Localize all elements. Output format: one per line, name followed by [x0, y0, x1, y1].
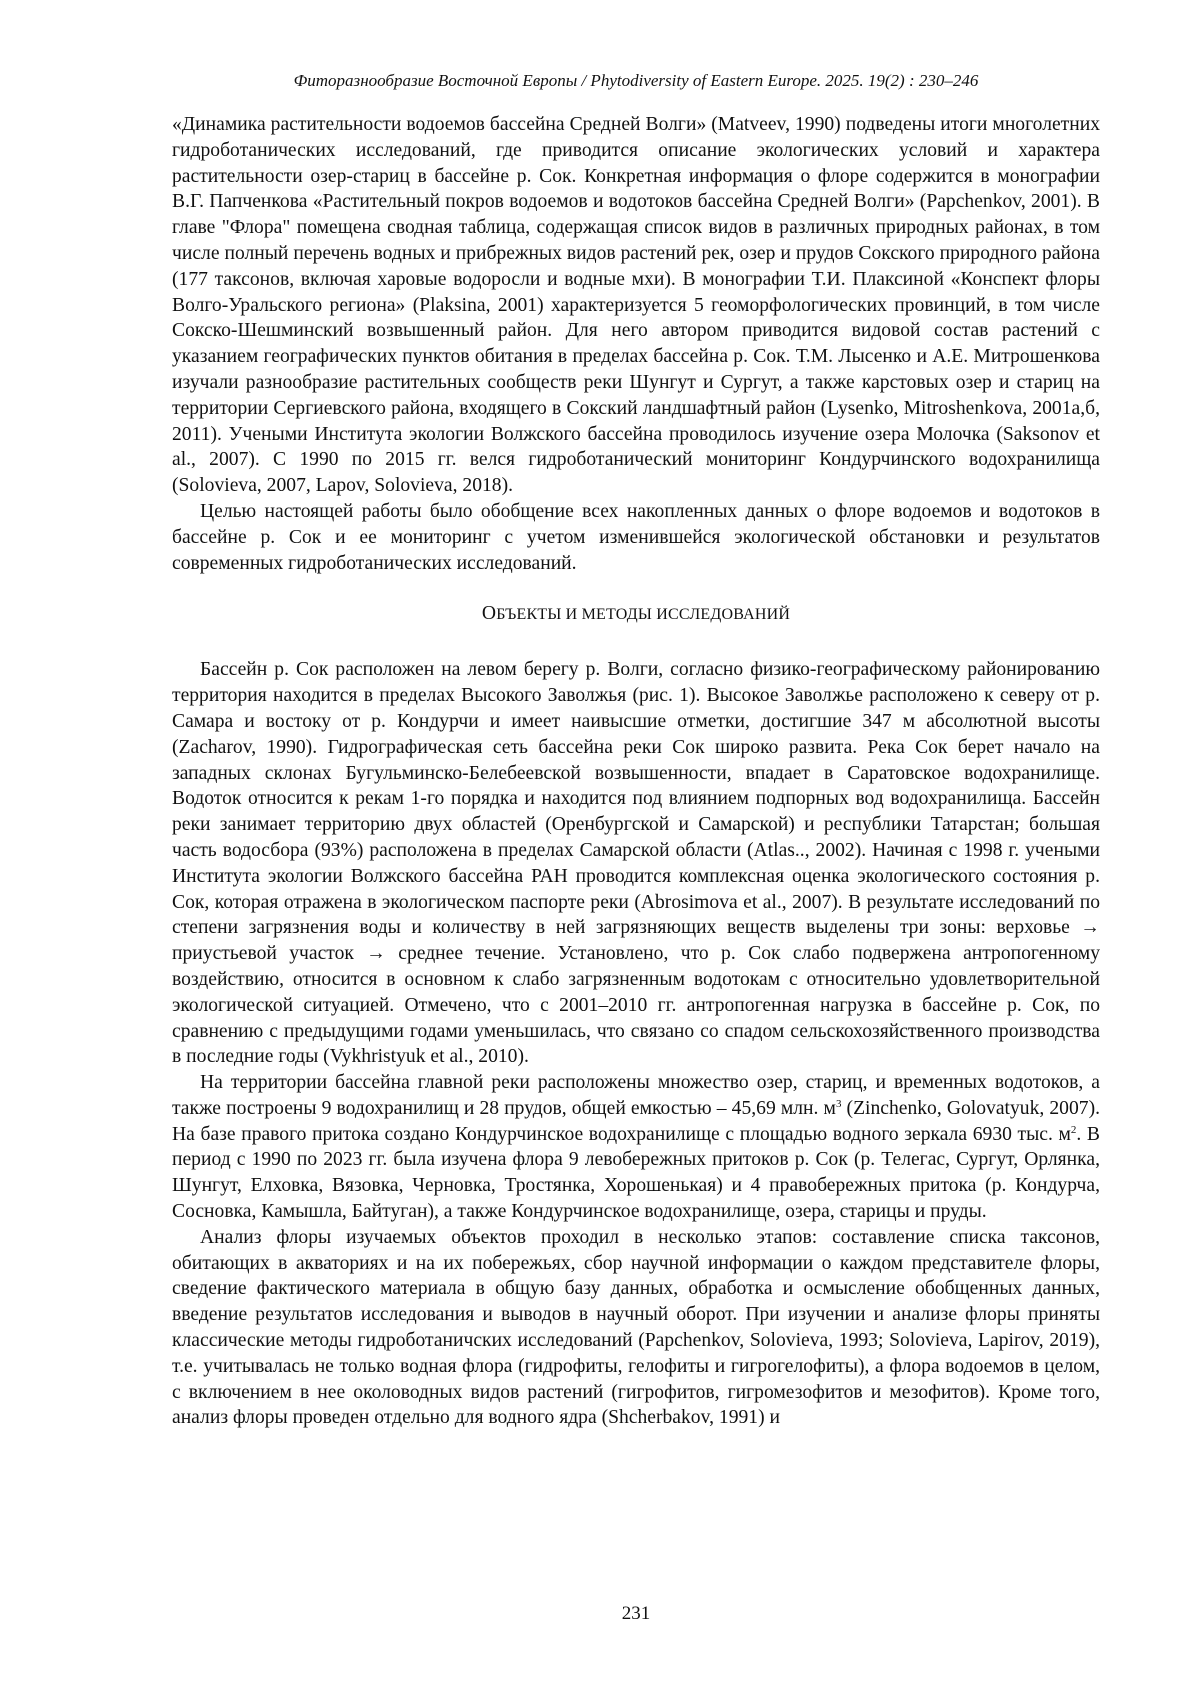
paragraph-aim: Целью настоящей работы было обобщение всех накопленных данных о флоре водоемов и водотоков в бассейне р. Сок и ее мониторинг с учетом изменившейся экологической обстановки и результатов современных гидроботанических исследований.: [172, 499, 1100, 576]
page-number: 231: [172, 1602, 1100, 1626]
paper-page: [0, 0, 1200, 1697]
section-heading-rest: БЪЕКТЫ И МЕТОДЫ ИССЛЕДОВАНИЙ: [496, 606, 790, 623]
paragraph-water-bodies-text-3: . В период с 1990 по 2023 гг. была изучена флора 9 левобережных притоков р. Сок (р. Телегас, Сургут, Орлянка, Шунгут, Елховка, Вязовка, Черновка, Тростянка, Хорошенькая) и 4 правобережных притока (р. Кондурча, Сосновка, Камышла, Байтуган), а также Кондурчинское водохранилище, озера, старицы и пруды.: [172, 1124, 1100, 1222]
paragraph-water-bodies: [172, 1070, 1100, 1225]
paragraph-methods: Анализ флоры изучаемых объектов проходил в несколько этапов: составление списка таксонов, обитающих в акваториях и на их побережьях, сбор научной информации о каждом представителе флоры, сведение фактического материала в общую базу данных, обработка и осмысление обобщенных данных, введение результатов исследования и выводов в научный оборот. При изучении и анализе флоры приняты классические методы гидроботаничских исследований (Papchenkov, Solovieva, 1993; Solovieva, Lapirov, 2019), т.е. учитывалась не только водная флора (гидрофиты, гелофиты и гигрогелофиты), а флора водоемов в целом, с включением в нее околоводных видов растений (гигрофитов, гигромезофитов и мезофитов). Кроме того, анализ флоры проведен отдельно для водного ядра (Shcherbakov, 1991) и: [172, 1225, 1100, 1431]
paragraph-literature-review: «Динамика растительности водоемов бассейна Средней Волги» (Matveev, 1990) подведены итоги многолетних гидроботанических исследований, где приводится описание экологических условий и характера растительности озер-стариц в бассейне р. Сок. Конкретная информация о флоре содержится в монографии В.Г. Папченкова «Растительный покров водоемов и водотоков бассейна Средней Волги» (Papchenkov, 2001). В главе "Флора" помещена сводная таблица, содержащая список видов в различных природных районах, в том числе полный перечень водных и прибрежных видов растений рек, озер и прудов Сокского природного района (177 таксонов, включая харовые водоросли и водные мхи). В монографии Т.И. Плаксиной «Конспект флоры Волго-Уральского региона» (Plaksina, 2001) характеризуется 5 геоморфологических провинций, в том числе Сокско-Шешминский возвышенный район. Для него автором приводится видовой состав растений с указанием географических пунктов обитания в пределах бассейна р. Сок. Т.М. Лысенко и А.Е. Митрошенкова изучали разнообразие растительных сообществ реки Шунгут и Сургут, а также карстовых озер и стариц на территории Сергиевского района, входящего в Сокский ландшафтный район (Lysenko, Mitroshenkova, 2001а,б, 2011). Учеными Института экологии Волжского бассейна проводилось изучение озера Молочка (Saksonov et al., 2007). С 1990 по 2015 гг. велся гидроботанический мониторинг Кондурчинского водохранилища (Solovieva, 2007, Lapov, Solovieva, 2018).: [172, 112, 1100, 499]
paragraph-water-bodies-text-1: На территории бассейна главной реки расположены множество озер, стариц, и временных водотоков, а также построены 9 водохранилищ и 28 прудов, общей емкостью – 45,69 млн. м: [172, 1072, 1100, 1119]
paragraph-water-bodies-text-2: (Zinchenko, Golovatyuk, 2007). На базе правого притока создано Кондурчинское водохранилище с площадью водного зеркала 6930 тыс. м: [172, 1098, 1100, 1145]
superscript-square: 2: [1071, 1124, 1077, 1136]
section-heading-initial: О: [482, 603, 496, 624]
body-text: [172, 112, 1100, 1431]
superscript-cubic: 3: [836, 1098, 842, 1110]
paragraph-study-area: Бассейн р. Сок расположен на левом берегу р. Волги, согласно физико-географическому районированию территория находится в пределах Высокого Заволжья (рис. 1). Высокое Заволжье расположено к северу от р. Самара и востоку от р. Кондурчи и имеет наивысшие отметки, достигшие 347 м абсолютной высоты (Zacharov, 1990). Гидрографическая сеть бассейна реки Сок широко развита. Река Сок берет начало на западных склонах Бугульминско-Белебеевской возвышенности, впадает в Саратовское водохранилище. Водоток относится к рекам 1-го порядка и находится под влиянием подпорных вод водохранилища. Бассейн реки занимает территорию двух областей (Оренбургской и Самарской) и республики Татарстан; большая часть водосбора (93%) расположена в пределах Самарской области (Atlas.., 2002). Начиная с 1998 г. учеными Института экологии Волжского бассейна РАН проводится комплексная оценка экологического состояния р. Сок, которая отражена в экологическом паспорте реки (Abrosimova et al., 2007). В результате исследований по степени загрязнения воды и количеству в ней загрязняющих веществ выделены три зоны: верховье → приустьевой участок → среднее течение. Установлено, что р. Сок слабо подвержена антропогенному воздействию, относится в основном к слабо загрязненным водотокам с относительно удовлетворительной экологической ситуацией. Отмечено, что с 2001–2010 гг. антропогенная нагрузка в бассейне р. Сок, по сравнению с предыдущими годами уменьшилась, что связано со спадом сельскохозяйственного производства в последние годы (Vykhristyuk et al., 2010).: [172, 657, 1100, 1070]
section-heading-objects-methods: [172, 604, 1100, 625]
running-header: Фиторазнообразие Восточной Европы / Phytodiversity of Eastern Europe. 2025. 19(2) : 230–246: [172, 70, 1100, 92]
